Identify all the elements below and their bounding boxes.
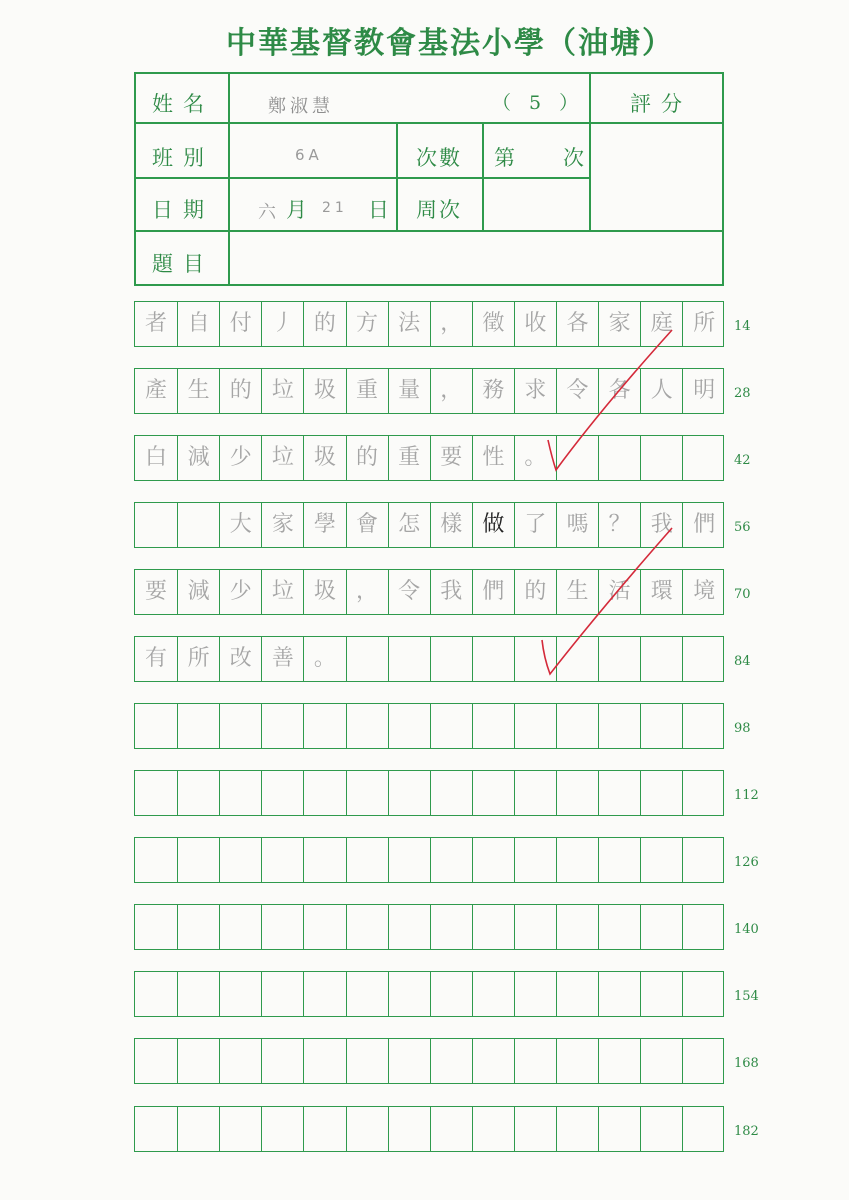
essay-cell: 圾 [303,436,345,480]
essay-cell: 垃 [261,369,303,413]
essay-cell: 所 [177,637,219,681]
row-char-count: 140 [734,922,759,937]
essay-cell: 。 [303,637,345,681]
class-label: 班別 [152,146,214,170]
date-month-label: 月 [286,198,317,222]
week-label: 周次 [416,198,462,222]
essay-cell: 令 [388,570,430,614]
check-mark-icon [542,528,672,674]
essay-cell: 的 [303,302,345,346]
essay-cell: ， [430,369,472,413]
essay-cell: 各 [598,369,640,413]
essay-cell: 產 [145,378,168,403]
row-char-count: 56 [734,520,751,535]
essay-cell: 做 [472,503,514,547]
essay-cell: 少 [219,436,261,480]
essay-cell: 庭 [640,302,682,346]
essay-cell: 學 [303,503,345,547]
essay-cell: 環 [640,570,682,614]
essay-cell: 我 [430,570,472,614]
essay-cell: 圾 [303,369,345,413]
essay-cell: 各 [556,302,598,346]
row-char-count: 182 [734,1124,759,1139]
essay-cell: 法 [388,302,430,346]
row-char-count: 168 [734,1056,759,1071]
name-label: 姓名 [152,92,214,116]
row-char-count: 70 [734,587,751,602]
essay-cell: 減 [177,570,219,614]
essay-cell: 們 [472,570,514,614]
essay-cell: 改 [219,637,261,681]
essay-cell: 生 [177,369,219,413]
row-char-count: 28 [734,386,751,401]
essay-cell: 會 [346,503,388,547]
essay-cell: 境 [682,570,725,614]
essay-cell: 減 [177,436,219,480]
essay-cell: 們 [682,503,725,547]
essay-cell: 活 [598,570,640,614]
essay-cell: 求 [514,369,556,413]
essay-cell: 重 [388,436,430,480]
topic-label: 題目 [152,252,214,276]
date-day-value: 21 [322,200,348,216]
essay-cell: 的 [219,369,261,413]
attempt-value: 第 次 [494,146,586,170]
essay-cell: 垃 [261,436,303,480]
essay-cell: 性 [472,436,514,480]
essay-cell: 人 [640,369,682,413]
essay-cell: 方 [346,302,388,346]
essay-cell: 嗎 [556,503,598,547]
essay-cell: 務 [472,369,514,413]
essay-cell: 有 [145,646,168,671]
row-char-count: 42 [734,453,751,468]
date-month-value: 六 [258,202,280,223]
row-char-count: 84 [734,654,751,669]
essay-cell: 的 [514,570,556,614]
essay-cell: 圾 [303,570,345,614]
attempt-label: 次數 [416,146,462,170]
essay-cell: 我 [640,503,682,547]
essay-cell: 白 [145,445,168,470]
school-title: 中華基督教會基法小學（油塘） [226,26,674,61]
essay-cell: ， [346,570,388,614]
essay-cell: 徵 [472,302,514,346]
row-char-count: 154 [734,989,759,1004]
essay-cell: 要 [430,436,472,480]
class-value: 6A [295,146,323,164]
essay-cell: 丿 [261,302,303,346]
essay-cell: 大 [219,503,261,547]
essay-cell: 善 [261,637,303,681]
essay-cell: 令 [556,369,598,413]
essay-cell: 量 [388,369,430,413]
row-char-count: 126 [734,855,759,870]
essay-cell: ？ [598,503,640,547]
essay-cell: 。 [514,436,556,480]
name-value: 鄭淑慧 [268,96,334,117]
check-mark-icon [548,330,672,470]
essay-cell: 樣 [430,503,472,547]
essay-cell: 付 [219,302,261,346]
essay-cell: 家 [261,503,303,547]
essay-cell: 了 [514,503,556,547]
row-char-count: 14 [734,319,751,334]
class-number: （ 5 ） [492,92,585,114]
essay-cell: 怎 [388,503,430,547]
essay-cell: 要 [145,579,168,604]
essay-cell: 垃 [261,570,303,614]
row-char-count: 112 [734,788,759,803]
essay-cell: 家 [598,302,640,346]
essay-cell: 生 [556,570,598,614]
essay-cell: ， [430,302,472,346]
date-label: 日期 [152,198,214,222]
essay-cell: 者 [145,311,168,336]
row-char-count: 98 [734,721,751,736]
essay-cell: 明 [682,369,725,413]
essay-cell: 少 [219,570,261,614]
essay-cell: 的 [346,436,388,480]
essay-cell: 自 [177,302,219,346]
essay-cell: 重 [346,369,388,413]
date-day-label: 日 [368,198,399,222]
essay-cell: 收 [514,302,556,346]
essay-cell: 所 [682,302,725,346]
score-label: 評分 [630,92,692,116]
